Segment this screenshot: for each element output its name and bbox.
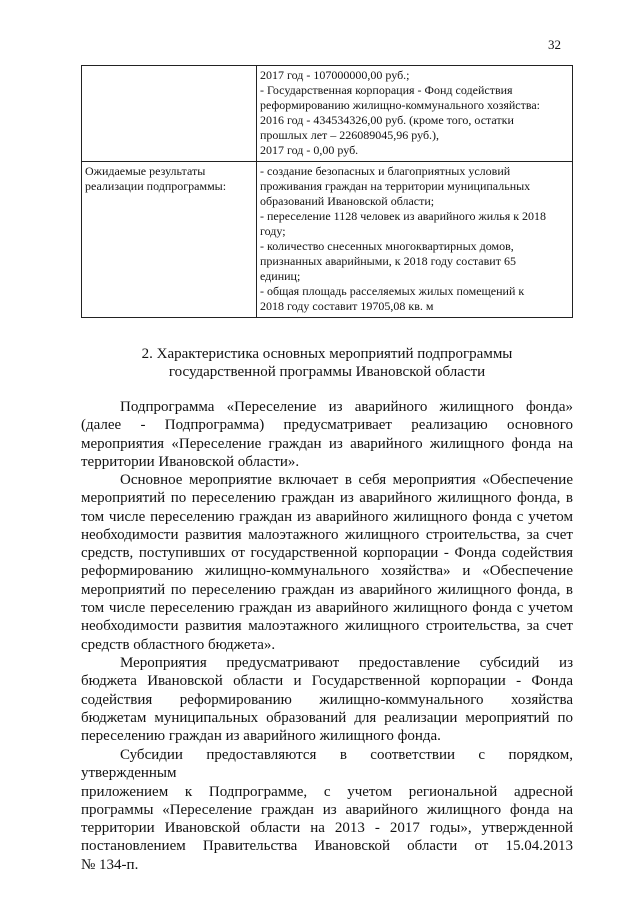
result-line: - количество снесенных многоквартирных домов, xyxy=(260,239,514,253)
paragraph-line: территории Ивановской области». xyxy=(81,453,300,470)
table-value-cell xyxy=(257,66,573,162)
funding-line: прошлых лет – 226089045,96 руб.), xyxy=(260,128,440,142)
paragraph-line: Основное мероприятие включает в себя мероприятия «Обеспечение xyxy=(120,472,573,488)
paragraph-line: мероприятий по переселению граждан из аварийного жилищного фонда, в xyxy=(81,581,573,598)
program-info-table xyxy=(81,65,573,318)
funding-line: 2017 год - 0,00 руб. xyxy=(260,143,359,157)
page-number: 32 xyxy=(548,37,561,52)
paragraph-line: № 134-п. xyxy=(81,856,139,873)
paragraph-line: Мероприятия предусматривают предоставление субсидий из xyxy=(120,655,573,671)
label-line: реализации подпрограммы: xyxy=(85,179,227,193)
paragraph-line: содействия реформированию жилищно-коммунального хозяйства xyxy=(81,691,573,708)
paragraph-2 xyxy=(81,471,573,654)
paragraph-line: мероприятий по переселению граждан из аварийного жилищного фонда, в xyxy=(81,490,573,507)
paragraph-4 xyxy=(81,746,573,874)
paragraph-line: Подпрограмма «Переселение из аварийного жилищного фонда» xyxy=(120,399,573,415)
paragraph-line: том числе переселению граждан из аварийного жилищного фонда с учетом xyxy=(81,508,573,525)
paragraph-line: мероприятия «Переселение граждан из аварийного жилищного фонда на xyxy=(81,435,573,452)
heading-line: 2. Характеристика основных мероприятий подпрограммы xyxy=(141,346,513,362)
paragraph-line: средств, поступивших от государственной корпорации - Фонда содействия xyxy=(81,545,573,562)
label-line: Ожидаемые результаты xyxy=(85,164,206,178)
paragraph-line: необходимости развития малоэтажного жилищного строительства, за счет xyxy=(81,526,573,543)
table-row-funding xyxy=(82,66,573,162)
result-line: году; xyxy=(260,224,286,238)
table-row-expected-results xyxy=(82,162,573,318)
paragraph-line: программы «Переселение граждан из аварийного жилищного фонда на xyxy=(81,801,573,818)
paragraph-line: бюджетам муниципальных образований для реализации мероприятий по xyxy=(81,709,573,726)
result-line: проживания граждан на территории муниципальных xyxy=(260,179,531,193)
paragraph-3 xyxy=(81,654,573,745)
paragraph-line: (далее - Подпрограмма) предусматривает реализацию основного xyxy=(81,417,573,434)
funding-line: реформированию жилищно-коммунального хозяйства: xyxy=(260,98,541,112)
table-label-cell xyxy=(82,162,257,318)
result-line: - общая площадь расселяемых жилых помещений к xyxy=(260,284,525,298)
paragraph-line: территории Ивановской области на 2013 - 2017 годы», утвержденной xyxy=(81,820,573,837)
result-line: единиц; xyxy=(260,269,301,283)
result-line: 2018 году составит 19705,08 кв. м xyxy=(260,299,434,313)
paragraph-line: том числе переселению граждан из аварийного жилищного фонда с учетом xyxy=(81,600,573,617)
paragraph-line: реформированию жилищно-коммунального хозяйства» и «Обеспечение xyxy=(81,563,573,580)
paragraph-line: бюджета Ивановской области и Государственной корпорации - Фонда xyxy=(81,673,573,690)
funding-line: 2017 год - 107000000,00 руб.; xyxy=(260,68,410,82)
section-heading xyxy=(81,345,573,381)
paragraph-1 xyxy=(81,398,573,471)
result-line: образований Ивановской области; xyxy=(260,194,435,208)
paragraph-line: необходимости развития малоэтажного жилищного строительства, за счет xyxy=(81,618,573,635)
paragraph-line: постановлением Правительства Ивановской области от 15.04.2013 xyxy=(81,838,573,855)
result-line: - создание безопасных и благоприятных условий xyxy=(260,164,511,178)
result-line: признанных аварийными, к 2018 году составит 65 xyxy=(260,254,516,268)
funding-line: - Государственная корпорация - Фонд содействия xyxy=(260,83,513,97)
paragraph-line: Субсидии предоставляются в соответствии с порядком, утвержденным xyxy=(81,747,573,782)
funding-line: 2016 год - 434534326,00 руб. (кроме того, остатки xyxy=(260,113,514,127)
table-value-cell xyxy=(257,162,573,318)
result-line: - переселение 1128 человек из аварийного жилья к 2018 xyxy=(260,209,547,223)
table-label-cell xyxy=(82,66,257,162)
paragraph-line: средств областного бюджета». xyxy=(81,636,276,653)
paragraph-line: приложением к Подпрограмме, с учетом региональной адресной xyxy=(81,783,573,800)
paragraph-line: переселению граждан из аварийного жилищного фонда. xyxy=(81,728,441,745)
heading-line: государственной программы Ивановской области xyxy=(168,364,486,380)
